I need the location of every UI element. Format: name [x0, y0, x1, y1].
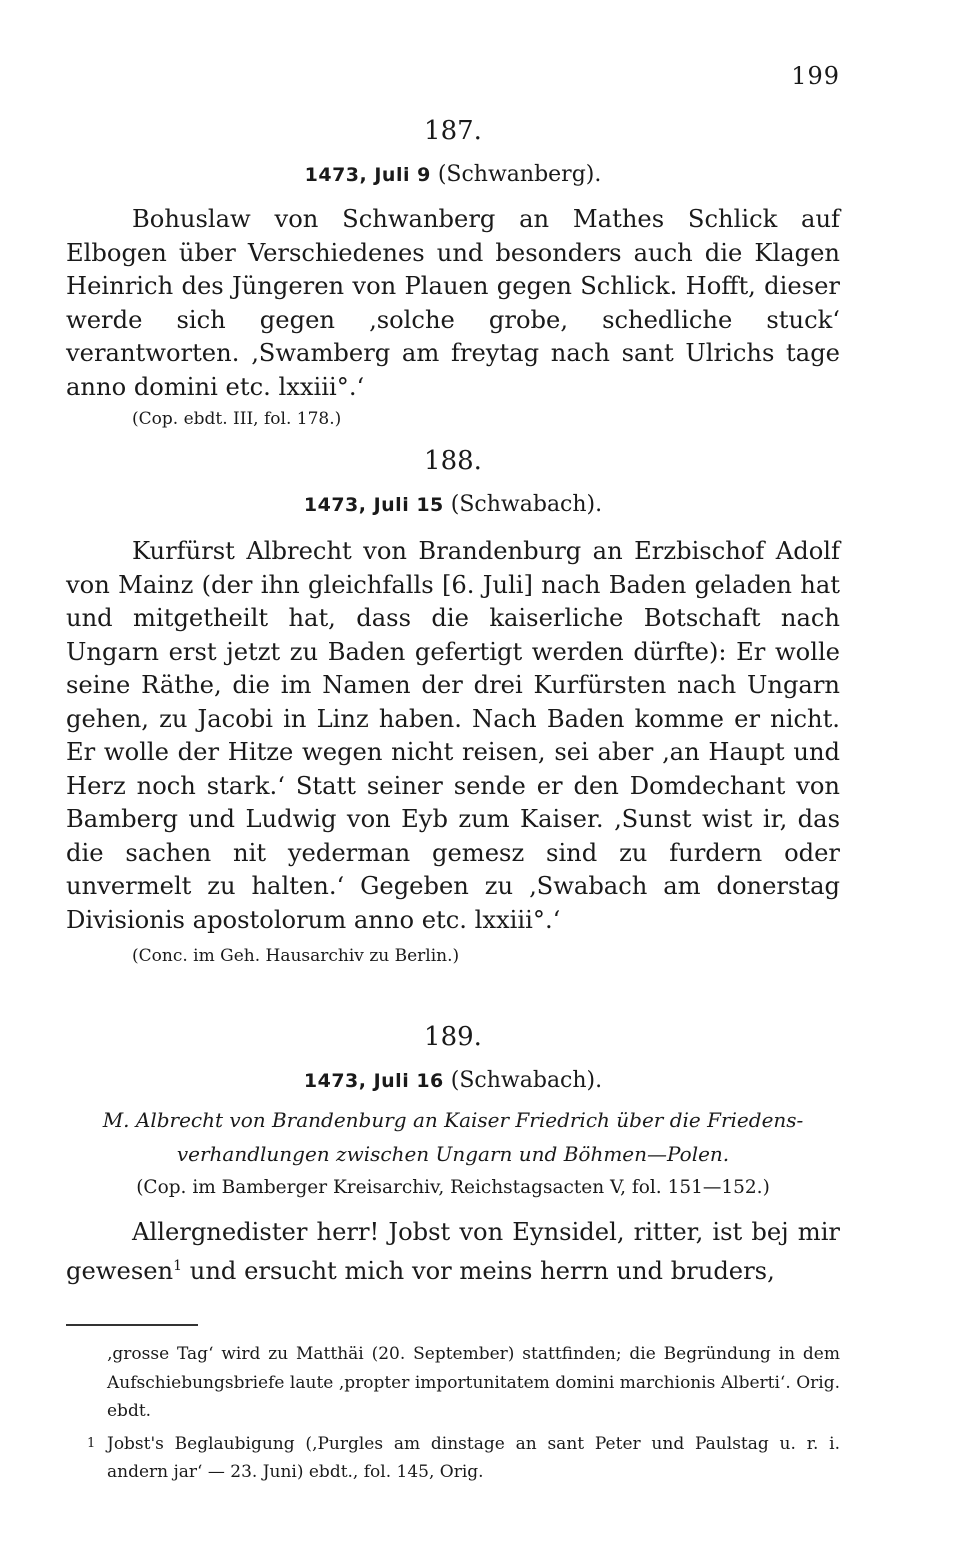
dateline	[66, 162, 840, 187]
date: 1473, Juli 9	[304, 164, 431, 186]
regest-text: Bohuslaw von Schwanberg an Mathes Schlick auf Elbogen über Verschiedenes und besonders auch die Klagen Heinrich des Jüngeren von Plauen gegen Schlick. Hofft, dieser werde sich gegen ‚solche grobe, schedliche stuck‘ verantworten. ‚Swamberg am freytag nach sant Ulrichs tage anno domini etc. lxxiii°.‘	[66, 205, 840, 401]
place: (Schwanberg).	[437, 162, 602, 187]
letter-text-start: Allergnedister herr! Jobst von Eynsidel, ritter, ist bej mir gewesen	[66, 1218, 840, 1285]
letter-text	[66, 1216, 840, 1288]
footnote-ref: 1	[173, 1257, 183, 1274]
doc-number: 188.	[424, 446, 482, 476]
doc-187	[66, 116, 840, 432]
date: 1473, Juli 15	[303, 494, 444, 516]
dateline	[66, 492, 840, 517]
summary-line-2: verhandlungen zwischen Ungarn und Böhmen—Polen.	[176, 1142, 730, 1166]
source-note: (Conc. im Geh. Hausarchiv zu Berlin.)	[132, 946, 460, 966]
doc-number: 189.	[424, 1022, 482, 1052]
source-note: (Cop. ebdt. III, fol. 178.)	[132, 409, 342, 429]
summary-line-1: M. Albrecht von Brandenburg an Kaiser Friedrich über die Friedens-	[102, 1108, 804, 1132]
doc-189	[66, 1022, 840, 1288]
footnotes	[87, 1340, 840, 1487]
footnote-1	[87, 1430, 840, 1487]
doc-188	[66, 446, 840, 969]
footnote-text: Jobst's Beglaubigung (‚Purgles am dinstage an sant Peter und Paulstag u. r. i. andern jar‘ — 23. Juni) ebdt., fol. 145, Orig.	[107, 1433, 840, 1482]
footnote-rule	[66, 1324, 198, 1326]
footnote-mark: 1	[87, 1435, 96, 1451]
place: (Schwabach).	[450, 1068, 603, 1093]
regest-text: Kurfürst Albrecht von Brandenburg an Erzbischof Adolf von Mainz (der ihn gleichfalls [6. Juli] nach Baden geladen hat und mitgetheilt hat, dass die kaiserliche Botschaft nach Ungarn erst jetzt zu Baden gefertigt werden dürfte): Er wolle seine Räthe, die im Namen der drei Kurfürsten nach Ungarn gehen, zu Jacobi in Linz haben. Nach Baden komme er nicht. Er wolle der Hitze wegen nicht reisen, sei aber ‚an Haupt und Herz noch stark.‘ Statt seiner sende er den Domdechant von Bamberg und Ludwig von Eyb zum Kaiser. ‚Sunst wist ir, das die sachen nit yederman gemesz sind zu furdern oder unvermelt zu halten.‘ Gegeben zu ‚Swabach am donerstag Divisionis apostolorum anno etc. lxxiii°.‘	[66, 537, 840, 934]
letter-text-continued: und ersucht mich vor meins herrn und bruders,	[182, 1256, 775, 1285]
footnote-continued: ‚grosse Tag‘ wird zu Matthäi (20. September) stattfinden; die Begründung in dem Aufschiebungsbriefe laute ‚propter importunitatem domini marchionis Alberti‘. Orig. ebdt.	[107, 1344, 840, 1421]
dateline	[66, 1068, 840, 1093]
date: 1473, Juli 16	[303, 1070, 444, 1092]
doc-number: 187.	[424, 116, 482, 146]
page-number: 199	[791, 62, 840, 90]
source-note: (Cop. im Bamberger Kreisarchiv, Reichstagsacten V, fol. 151—152.)	[136, 1177, 770, 1198]
place: (Schwabach).	[450, 492, 603, 517]
